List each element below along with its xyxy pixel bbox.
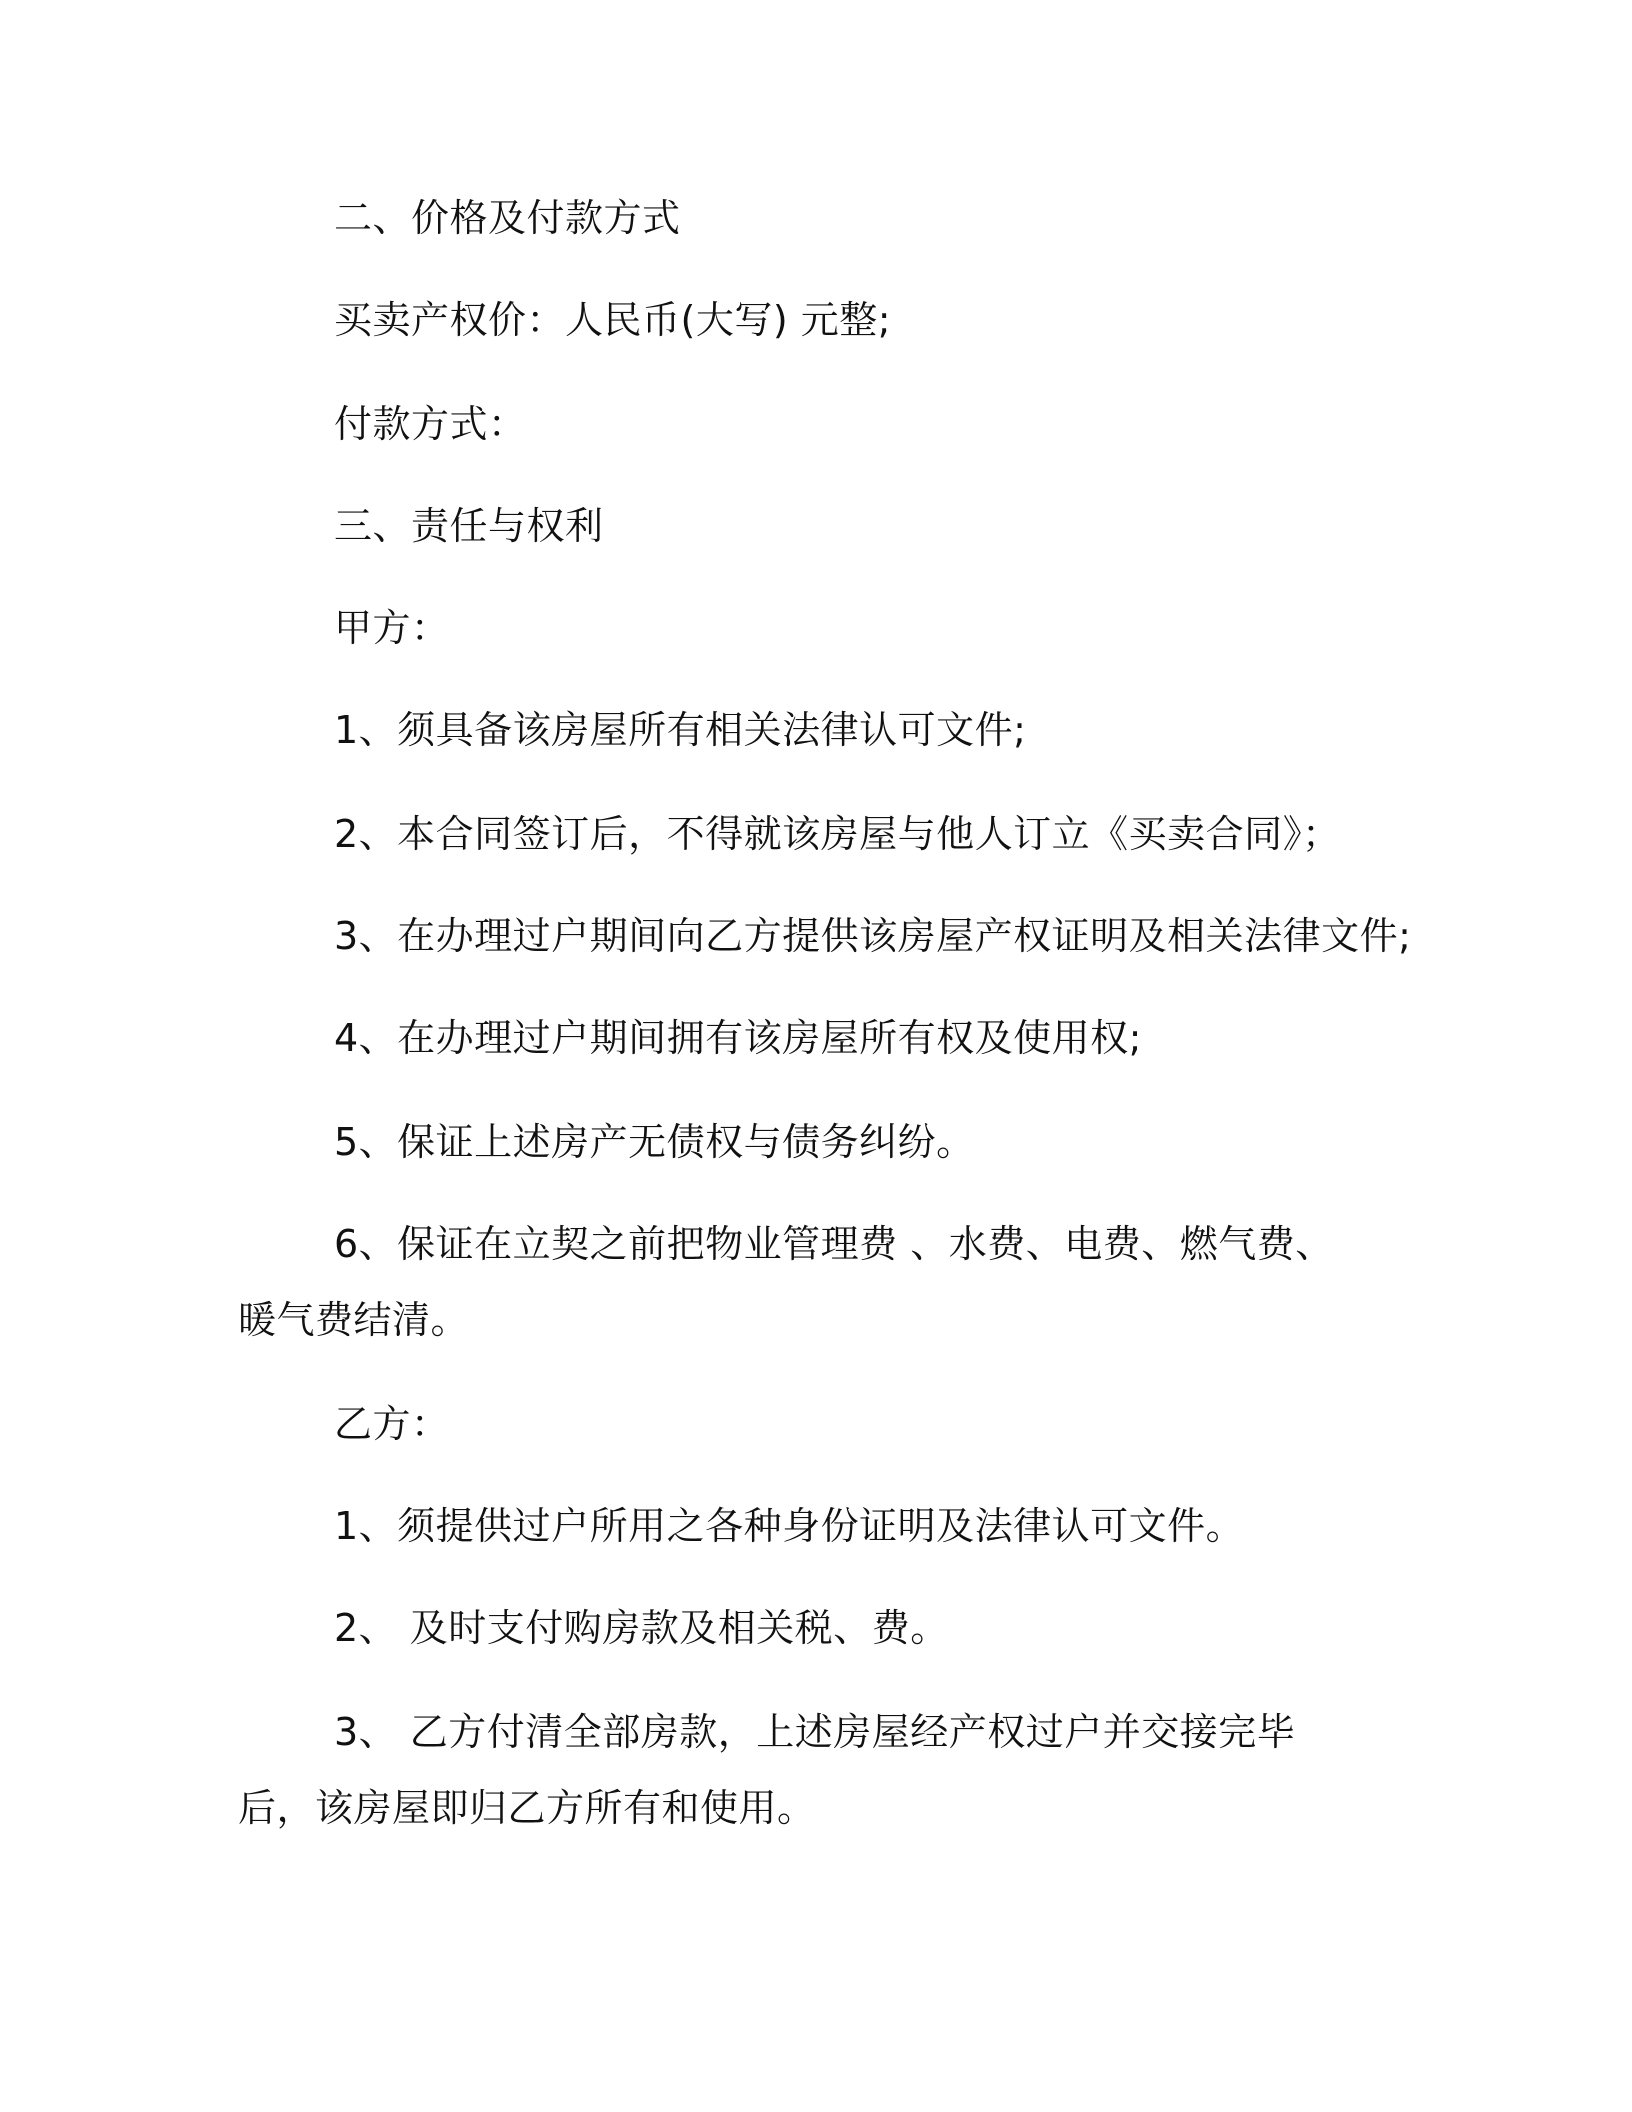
- party-a-item-3: 3、在办理过户期间向乙方提供该房屋产权证明及相关法律文件;: [334, 914, 1412, 958]
- section-heading-price-payment: 二、价格及付款方式: [334, 196, 681, 240]
- paragraph-payment-method: 付款方式：: [334, 402, 527, 446]
- party-b-item-1: 1、须提供过户所用之各种身份证明及法律认可文件。: [334, 1504, 1245, 1548]
- section-heading-responsibilities: 三、责任与权利: [334, 504, 604, 548]
- party-b-item-3: 3、 乙方付清全部房款，上述房屋经产权过户并交接完毕后，该房屋即归乙方所有和使用。: [238, 1710, 1296, 1830]
- party-b-label: 乙方：: [334, 1402, 450, 1446]
- party-a-label: 甲方：: [334, 606, 450, 650]
- party-a-item-6: 6、保证在立契之前把物业管理费 、水费、电费、燃气费、暖气费结清。: [238, 1222, 1334, 1342]
- party-a-item-5: 5、保证上述房产无债权与债务纠纷。: [334, 1120, 975, 1164]
- party-a-item-2: 2、本合同签订后，不得就该房屋与他人订立《买卖合同》；: [334, 812, 1341, 856]
- party-a-item-1: 1、须具备该房屋所有相关法律认可文件;: [334, 708, 1027, 752]
- party-b-item-2: 2、 及时支付购房款及相关税、费。: [334, 1606, 949, 1650]
- party-a-item-4: 4、在办理过户期间拥有该房屋所有权及使用权;: [334, 1016, 1142, 1060]
- paragraph-price: 买卖产权价：人民币(大写) 元整;: [334, 298, 892, 342]
